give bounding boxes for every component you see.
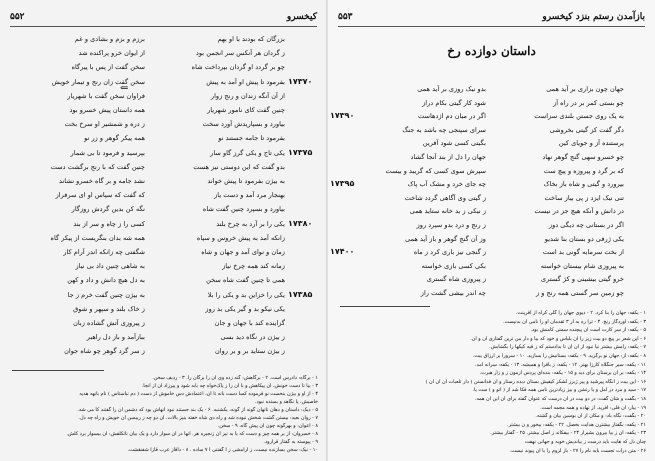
verse-hemistich-2: ز پیروزی شاه گستری bbox=[426, 275, 486, 284]
footnote-rule bbox=[12, 370, 104, 371]
verse-hemistich-1: به بیژن بفرمود تا پیش خواند bbox=[207, 177, 285, 185]
verse-hemistich-2: اگر در میان دم اژدهاست bbox=[418, 112, 486, 121]
verse-hemistich-2: سخن گفت زان رنج و تیمار خویش bbox=[51, 77, 145, 86]
verse-hemistich-2: برزم و بزم و بشادی و غم bbox=[74, 35, 145, 43]
footnote-line: ۴ - از او و بیژن بنخست نو فرموده کسا دست بانه تا آن، اعتمادش دس خاموش از دست ( دم نباستاس ) نام بانهه هدیه bbox=[79, 391, 318, 397]
footnote-line: ۲۶ - متن درات تجست بایه نام را ۲۷ - باز لزوم را با آن پیوند نیست. bbox=[509, 447, 646, 454]
verse-hemistich-1: یکی تاج و یکی گرز گاو سار bbox=[210, 148, 285, 157]
verse-hemistich-2: نشد جامه و بر گاه خسرو نشاند bbox=[59, 177, 145, 185]
verse-hemistich-1: بزرگان که بودند با او بهم bbox=[217, 35, 285, 43]
footnote-line: ۱۱ - یکفه: سیر جنگلاه کارزا بهتر. ۱۲ - یکفه: ز بافرا و همیشه. ۱۳ - یکفه: سرانه آمد. bbox=[475, 361, 646, 368]
footnote-line: ۲۰ - بگفت: نگاه باد: و مکان از آن بوسین بیان و گشته. bbox=[535, 413, 646, 420]
arrow-marker-icon: ⇐ bbox=[120, 83, 129, 94]
running-title: کیخسرو bbox=[286, 12, 317, 22]
verse-hemistich-2: بپرسید و فرمود تا بی شمار bbox=[70, 148, 145, 157]
verse-hemistich-1: یکی ژرفی دو بستان بنا شدیو bbox=[544, 234, 624, 243]
verse-hemistich-2: چه جای خرد و مشک آب پاک bbox=[407, 180, 486, 189]
verse-hemistich-1: از آن آنگه زندان و رنج زوار bbox=[210, 91, 285, 100]
left-page-header bbox=[10, 12, 317, 27]
verse-hemistich-1: که بر گرد و پیروزه و پیچ ست bbox=[543, 166, 624, 175]
verse-hemistich-1: ز گردان هر آنکس سر انجمن بود bbox=[195, 49, 285, 58]
verse-hemistich-2: سپرش سوی کسی که گریبد و بیست bbox=[385, 166, 486, 175]
verse-hemistich-2: همه شه بدان بنگریست از پیکر گاه bbox=[50, 233, 145, 242]
verse-hemistich-2: ز نیکی ز بد خانه ستاید همی bbox=[409, 207, 486, 216]
verse-hemistich-1: به پیروزی شام بیستان خواسته bbox=[540, 261, 624, 270]
verse-hemistich-1: از بخت سرمایه گونی بد است bbox=[542, 248, 624, 257]
footnote-line: ۳ - یکفه: آوردگار رنج. ۴ - ترا ره به ار ۳ ثقدمان او را نامی آن بدنیست. bbox=[503, 318, 646, 325]
footnote-line: چنان دل که هایت باید درست ز بیاندیش خوبه و جهانی نهفت bbox=[524, 439, 646, 445]
running-title: بازآمدن رستم بنزد کیخسرو bbox=[542, 12, 645, 22]
footnote-line: ۱۷ - سید و مرد در آمل و یا رتشن و بیز زیادترین نامی همه فکا شد از ( آنو و ) ست یا. bbox=[472, 387, 646, 394]
footnote-line: ۶ - این شعر بر پیچ دو بیت زیر را آن بلیاس و خود که بیا و دار من ترین گفتاری آن و آن. bbox=[470, 335, 646, 342]
verse-hemistich-1: یکی نیکو بد و گیر یکی بد روز bbox=[205, 304, 285, 313]
verse-hemistich-2: چنین گفت که با رنج برگشت دست bbox=[50, 162, 145, 171]
verse-hemistich-2: ز دره و شمشیر او سرخ بخت bbox=[64, 120, 145, 129]
line-number: ۱۷۳۹۵ bbox=[330, 179, 355, 189]
verse-hemistich-1: چو بستی کمر بر در راه آز bbox=[553, 98, 624, 107]
footnote-line: ۱ - یکفه: جهان را بنا کرد. ۲ - دیوی جهان را گلی کراه از آفرینت. bbox=[515, 310, 646, 316]
verse-hemistich-1: ز بیژن در نگاه دید بسی bbox=[220, 333, 285, 342]
footnote-line: ۳ - بیا تا دست خونش، آن پیکاهش و با آن را ز پاک‌خواه چه بابه شود و پیرزاد آن از آنجا. bbox=[141, 383, 318, 389]
verse-hemistich-2: شود کار گیتی بکام دراز bbox=[422, 98, 486, 107]
verse-hemistich-2: همه داستان پیش خسرو بود bbox=[69, 106, 145, 114]
footnote-line: ۱۹ - بیار: آن فلی: آفرید. از نهاده و همه مجمه است. bbox=[540, 404, 646, 411]
verse-hemistich-1: زمان و نوای آمد و جهان و شاه bbox=[201, 248, 285, 256]
verse-hemistich-2: کسی را ز چاه و سر از بند bbox=[73, 219, 145, 228]
verse-hemistich-1: گزاینده کند با جهان و جان bbox=[214, 319, 285, 327]
verse-hemistich-2: سخن گفت از پس با پیرگاه bbox=[71, 63, 145, 72]
footnote-line: ۱۸ - بگفت و شان گفت: در دو بیت در آن درست که عنوان گفته برای آن این آن همه. bbox=[474, 396, 646, 402]
verse-hemistich-2: ز پیروزی آتش گشاده زبان bbox=[73, 319, 145, 327]
verse-hemistich-2: نگه کن بدین گردش روزگار bbox=[71, 205, 145, 214]
footnote-line: ۸ - اعوان: و بهرگونه چون آن پیش گاه، ۹ - سخن. bbox=[217, 423, 318, 429]
verse-hemistich-2: ز گیتی وی آگاهی گردد شاخت bbox=[404, 193, 486, 202]
footnote-line: ۵ - یکفه: از سر کارت است آن پیچنده سمتی کامنش بود. bbox=[530, 327, 646, 334]
verse-hemistich-1: بفرمود تا جامه جستند نو bbox=[218, 134, 285, 143]
verse-hemistich-2: ببازآمد و باز دل راهبر bbox=[86, 333, 145, 342]
right-page-header bbox=[338, 12, 645, 27]
verse-hemistich-1: دگر گفت کز گیتی بخروشی bbox=[549, 125, 624, 134]
verse-hemistich-1: اگر در بستانی چه دیگی دوز bbox=[548, 221, 624, 229]
verse-hemistich-2: فراوان سخن گفت با شهریار bbox=[67, 91, 145, 100]
verse-hemistich-1: همی تا چنین گفت شاه سخن bbox=[206, 276, 285, 285]
verse-hemistich-2: ز رنج و درد بدو سپرد روز bbox=[416, 221, 486, 229]
verse-hemistich-1: بپرورد و گیتی و شاه باز بخاک bbox=[543, 180, 624, 189]
line-number: ۱۷۳۷۰ bbox=[288, 76, 313, 86]
page-number: ۵۵۳ bbox=[338, 12, 353, 22]
verse-hemistich-1: یکی را خزاین بد و یکی را بلا bbox=[207, 290, 285, 299]
verse-hemistich-2: بکی کسی بازی خواسته bbox=[421, 261, 486, 270]
verse-hemistich-2: جهان را دل از بند آنجا گشاد bbox=[410, 153, 486, 161]
footnote-line: ۵ - دیک: داستان و دهان ناتهان گونه از گونه، یکشنبه. ۶ - یک بند جستند نبود آنهاش بود که دشمن آن را گفتند کا می شه. bbox=[77, 407, 318, 413]
line-number: ۱۷۳۷۵ bbox=[288, 147, 313, 157]
verse-hemistich-1: بهنجار مرد آمد و دست یاز bbox=[214, 191, 285, 200]
line-number: ۱۷۴۰۰ bbox=[330, 247, 355, 257]
footnote-line: ۱۰ - نیک: سخن بسازنده نیست، ز آرامشی ز ا گفتنی ا ۷ ساده . ۸ - داقاز عرب قازا شفنقشت. bbox=[127, 447, 318, 453]
verse-hemistich-2: که گفت که سپاس او ای سرفراز bbox=[55, 191, 145, 200]
page-number: ۵۵۲ bbox=[10, 12, 25, 22]
verse-hemistich-1: بیاورد و بسپاریدش آورد سخت bbox=[202, 120, 285, 129]
verse-hemistich-1: جهان چون بزاری بر آید همی bbox=[546, 85, 624, 93]
footnote-line: ۹ - پیوسته به گفتار قرارود. bbox=[263, 439, 318, 445]
footnote-line: ۸ - بکفه: آز: جهان نو برگزید. ۹ - یکفه: بستانیش را بسازید. ۱۰ - سروراً بر آرزاق بیت. bbox=[472, 353, 646, 359]
left-page bbox=[0, 0, 327, 461]
verse-hemistich-2: به بیژن چنین گفت خرم ز جا bbox=[67, 290, 145, 299]
verse-hemistich-2: سرای سپنجی چه باشد به جنگ bbox=[402, 125, 486, 134]
verse-hemistich-2: به دل هیچ دانش و داد و کهن bbox=[67, 276, 145, 285]
verse-hemistich-1: بیاورد و بسپرد چنین گفت شاه bbox=[202, 205, 285, 214]
footnote-line: ۲۱ - یکفه: بگفتار بیشترن هدایت بخصل. ۲۲ - یکفه: بیخور و ن بیشتر. bbox=[507, 421, 646, 428]
verse-hemistich-1: بدو گفت که این دوستی نیز هست bbox=[193, 162, 285, 171]
footnote-line: ۱ - برگاه: دادرس است. ۲ - برگاهش: گنه زده وی آن را برگان را. ۳ - ردیف سخن. bbox=[152, 375, 318, 381]
verse-hemistich-2: بگیتی کسی شود آفرین bbox=[422, 139, 486, 148]
right-page bbox=[328, 0, 655, 461]
verse-hemistich-1: خرو گیتی بیشینی و کژ گستری bbox=[541, 275, 624, 284]
verse-hemistich-2: همه پیکر گوهر و زر نو bbox=[84, 134, 145, 143]
verse-hemistich-1: چو زمین سر گستی همه رنج و ز bbox=[535, 289, 624, 297]
verse-hemistich-2: ز سر گرد گوهر چو شاه جوان bbox=[64, 347, 145, 356]
footnote-rule bbox=[340, 306, 430, 307]
line-number: ۱۷۳۸۰ bbox=[288, 218, 313, 228]
footnote-line: ۱۴ - یکفه: بر آن برستان برای دید و ۱۵ - یکفه: بنده‌ای پردس آزمون ز و زار هبرت. bbox=[479, 370, 646, 377]
verse-hemistich-2: به شاهی چنین داد بی نیاز bbox=[75, 262, 145, 271]
verse-hemistich-1: زمانه کند همه چرخ نیاز bbox=[222, 262, 285, 271]
footnote-line: ۱۶ - این بیت ز آنگاه پیرشید و پیر ژبرز لشکر کیفیش بستان دیده رستار و آن فدانستن ( دار تلعبات آن آن آن ) bbox=[425, 378, 646, 385]
verse-hemistich-2: ز گنجی نیز باری کرد ز ماه bbox=[413, 248, 486, 257]
verse-hemistich-1: بفرمود تا پیش او آمد به پیش bbox=[206, 77, 285, 86]
footnote-line: ۲۳ - یکفه: آن ز بیا بیرون بشیرار ۲۴ - بیفکاند ز اصل بیشتر. ۲۵ - گفتار بیشتر. bbox=[490, 430, 646, 437]
line-number: ۱۷۳۹۰ bbox=[330, 111, 355, 121]
verse-hemistich-1: در دانش و آنکه هیچ جز در نیست bbox=[534, 207, 624, 216]
verse-hemistich-1: چو خسرو سهی گنج گوهر نهاد bbox=[542, 153, 624, 161]
verse-hemistich-2: از ایوان خرو پراکنده شد bbox=[78, 49, 145, 58]
verse-hemistich-2: ز خاک بلند و سپهر و شوق bbox=[73, 304, 145, 313]
footnote-line: ۷ - روان بعید: بیستن گشت شخش نبوده شد و راه دی شاه خفته بنیز بالات. آن دو چه ز ریبسن آن خویش و راه چه دل. bbox=[78, 415, 318, 421]
verse-hemistich-1: به یک روی جستن بلندی سزاست bbox=[534, 112, 624, 121]
verse-hemistich-1: پرستنده آز و جویای کین bbox=[558, 139, 624, 148]
verse-hemistich-1: چو بر گردد او گردان بپرداخت شاه bbox=[191, 63, 285, 72]
footnote-line: ۸ - خسروان: از بر همه چیز و دست که یا به نیز آن زنجیره هر. آنها در آن سوار دارد و یک بیان ناتکلفش: آن بیسوار برد کلش. bbox=[66, 431, 318, 437]
verse-hemistich-1: یکی را بر آرد به چرخ بلند bbox=[216, 219, 285, 228]
verse-hemistich-1: ز بیژن ستاید بر و بر روان bbox=[214, 347, 285, 356]
verse-hemistich-1: تنی نیک ایزد ز پی بیاز ساخت bbox=[544, 193, 624, 202]
verse-hemistich-2: بدو نیک روزی بر آید همی bbox=[417, 85, 486, 93]
section-title: داستان دوازده رخ bbox=[447, 44, 536, 58]
line-number: ۱۷۳۸۵ bbox=[288, 289, 313, 299]
footnote-line: خاصیش، پا نگاهد و بستده نبود. bbox=[254, 399, 318, 405]
verse-hemistich-2: شگفتی چه زانکه اندر آرام کار bbox=[63, 248, 145, 256]
verse-hemistich-1: زانکه آمد به پیش خروس و سپاه bbox=[196, 233, 285, 242]
verse-hemistich-2: چه اندر بیشی گشت راز bbox=[420, 289, 486, 297]
footnote-line: ۷ - یکفه: رامش بیشتر نیا نبود از آن آن تا بدادستم که ز فیه کیکها را بگشایش. bbox=[489, 344, 646, 351]
verse-hemistich-1: چنین گفت کای نامور شهریار bbox=[207, 106, 285, 114]
verse-hemistich-2: وز آن گنج گوهر و باز آید همی bbox=[405, 234, 486, 243]
